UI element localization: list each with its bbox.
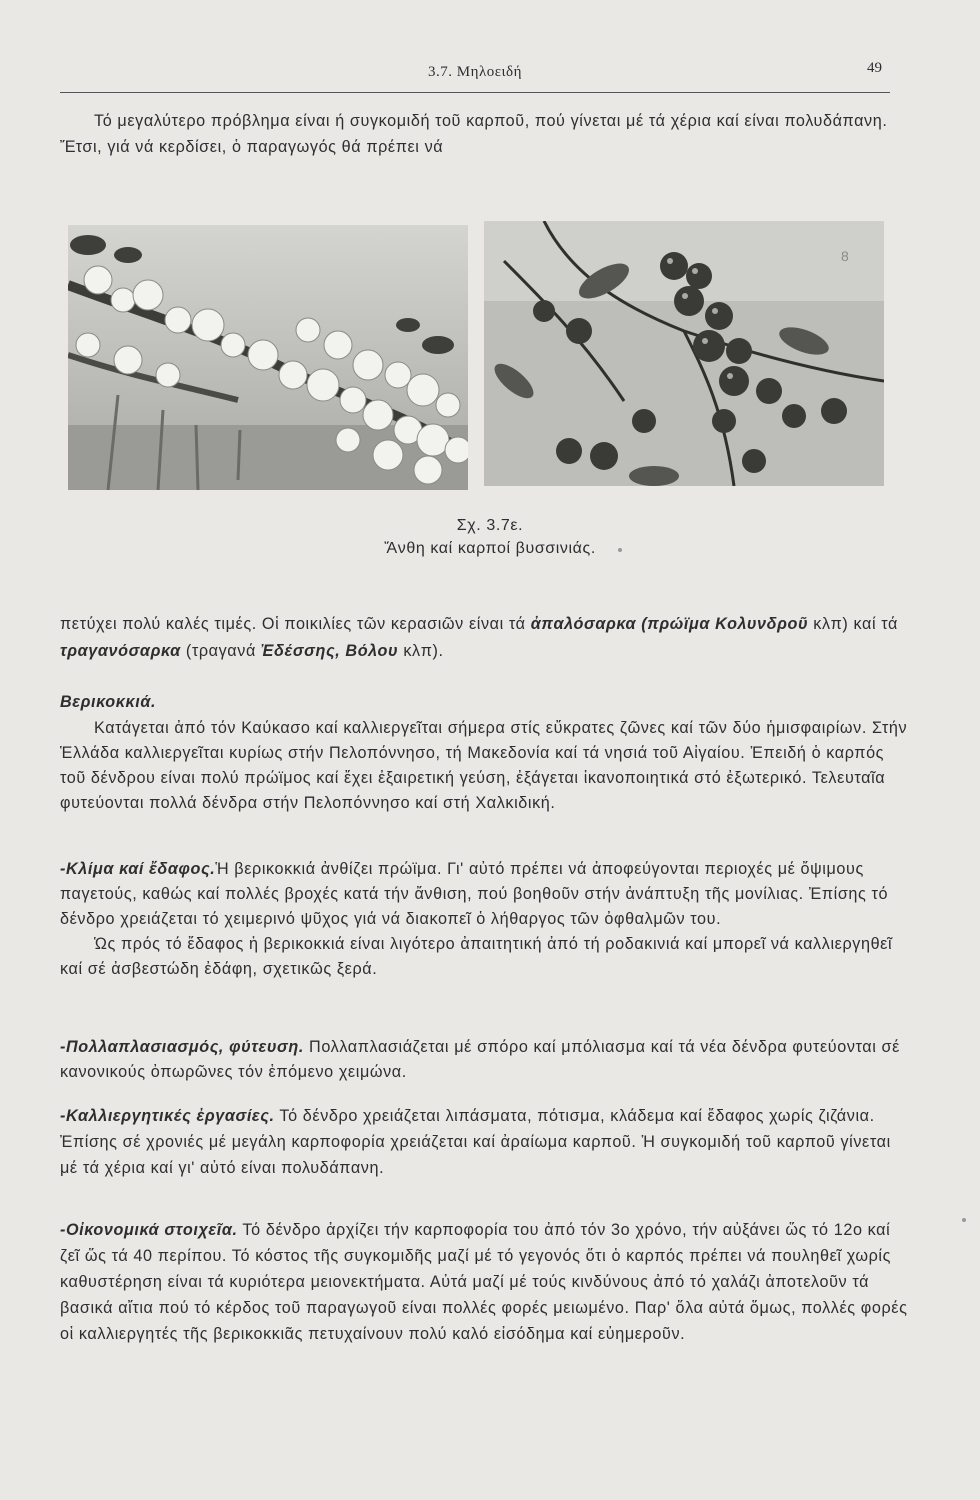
varieties-text-3: (τραγανά — [180, 642, 262, 660]
soil-paragraph: Ὡς πρός τό ἔδαφος ἡ βερικοκκιά είναι λιγότερο ἀπαιτητική ἀπό τή ροδακινιά καί μπορεῖ νά καλλιεργηθεῖ καί σέ ἀσβεστώδη ἐδάφη, σχετικῶς ξερά. — [60, 935, 893, 978]
print-speck — [962, 1218, 966, 1222]
figure-caption: Ἄνθη καί καρποί βυσσινιάς. — [384, 540, 596, 557]
cultivation-block — [60, 1103, 910, 1181]
cultivation-text: Τό δένδρο χρειάζεται λιπάσματα, πότισμα, κλάδεμα καί ἔδαφος χωρίς ζιζάνια. Ἐπίσης σέ χρονιές μέ μεγάλη καρποφορία χρειάζεται καί ἀραίωμα καρποῦ. Ἡ συγκομιδή τοῦ καρποῦ γίνεται μέ τά χέρια καί γι' αὐτό είναι πολυδάπανη. — [60, 1107, 891, 1177]
propagation-paragraph — [60, 1035, 910, 1085]
propagation-text: Πολλαπλασιάζεται μέ σπόρο καί μπόλιασμα καί τά νέα δένδρα φυτεύονται σέ κανονικούς ὀπωρῶνες τόν ἑπόμενο χειμώνα. — [60, 1038, 900, 1081]
climate-text: Ἡ βερικοκκιά ἀνθίζει πρώϊμα. Γι' αὐτό πρέπει νά ἀποφεύγονται περιοχές μέ ὄψιμους παγετούς, καθώς καί πολλές βροχές κατά τήν ἄνθιση, πού βοηθοῦν στήν ἀνάπτυξη τῆς μονίλιας. Ἐπίσης τό δένδρο χρειάζεται τό χειμερινό ψῦχος γιά νά διακοπεῖ ὁ λήθαργος τῶν ὀφθαλμῶν του. — [60, 860, 889, 928]
cultivation-title: -Καλλιεργητικές ἐργασίες. — [60, 1107, 275, 1125]
figure-label: Σχ. 3.7ε. — [456, 517, 524, 534]
climate-title: -Κλίμα καί ἔδαφος. — [60, 860, 216, 878]
intro-paragraph: Τό μεγαλύτερο πρόβλημα είναι ή συγκομιδή τοῦ καρποῦ, πού γίνεται μέ τά χέρια καί είναι πολυδάπανη. Ἔτσι, γιά νά κερδίσει, ὁ παραγωγός θά πρέπει νά — [60, 112, 888, 156]
blossoms-photo — [68, 225, 468, 490]
economics-block — [60, 1217, 910, 1347]
cultivation-paragraph — [60, 1103, 910, 1181]
cherries-photo — [484, 221, 884, 486]
print-speck — [618, 548, 622, 552]
varieties-paragraph — [60, 611, 910, 665]
varieties-block — [60, 611, 910, 665]
varieties-text-1: πετύχει πολύ καλές τιμές. Οἱ ποικιλίες τῶν κερασιῶν είναι τά — [60, 615, 531, 633]
apricot-intro: Κατάγεται ἀπό τόν Καύκασο καί καλλιεργεῖται σήμερα στίς εὔκρατες ζῶνες καί τῶν δύο ἡμισφαιρίων. Στήν Ἑλλάδα καλλιεργεῖται κυρίως στήν Πελοπόννησο, τή Μακεδονία καί τά νησιά τοῦ Αἰγαίου. Ἐπειδή ὁ καρπός τοῦ δένδρου είναι πολύ πρώϊμος καί ἔχει ἐξαιρετική γεύση, ἐξάγεται ἱκανοποιητικά στό ἐξωτερικό. Τελευταῖα φυτεύονται πολλά δένδρα στήν Πελοπόννησο καί στή Χαλκιδική. — [60, 719, 908, 812]
varieties-text-4: κλπ). — [398, 642, 444, 660]
varieties-soft: ἀπαλόσαρκα (πρώϊμα Κολυνδροῦ — [530, 615, 809, 633]
apricot-section — [60, 690, 910, 816]
propagation-block — [60, 1035, 910, 1085]
cherries-image — [484, 221, 884, 486]
propagation-title: -Πολλαπλασιασμός, φύτευση. — [60, 1038, 304, 1056]
photo-mark: 8 — [841, 248, 849, 264]
climate-block — [60, 857, 910, 982]
section-title: Βερικοκκιά. — [60, 693, 157, 711]
climate-paragraph — [60, 857, 910, 932]
running-header — [60, 60, 890, 93]
page-number: 49 — [867, 60, 882, 76]
varieties-crisp: τραγανόσαρκα — [60, 642, 181, 660]
economics-title: -Οἰκονομικά στοιχεῖα. — [60, 1221, 238, 1239]
economics-text: Τό δένδρο ἀρχίζει τήν καρποφορία του ἀπό τόν 3ο χρόνο, τήν αὐξάνει ὥς τό 12ο καί ζεῖ ὥς τά 40 περίπου. Τό κόστος τῆς συγκομιδῆς μαζί μέ τό γεγονός ὅτι ὁ καρπός πρέπει νά πουληθεῖ χωρίς καθυστέρηση είναι τά κυριότερα μειονεκτήματα. Αὐτά μαζί μέ τούς κινδύνους ἀπό τό χαλάζι ἀποτελοῦν τά βασικά αἴτια πού τό κέρδος τοῦ παραγωγοῦ είναι πολλές φορές μειωμένο. Παρ' ὅλα αὐτά ὅμως, πολλές φορές οἱ καλλιεργητές τῆς βερικοκκιᾶς πετυχαίνουν πολύ καλό εἰσόδημα καί εὐημεροῦν. — [60, 1221, 908, 1343]
intro-block — [60, 108, 905, 160]
varieties-text-2: κλπ) καί τά — [808, 615, 898, 633]
blossoms-image — [68, 225, 468, 490]
varieties-crisp-examples: Ἐδέσσης, Βόλου — [261, 642, 399, 660]
chapter-title: 3.7. Μηλοειδή — [428, 64, 522, 80]
economics-paragraph — [60, 1217, 910, 1347]
